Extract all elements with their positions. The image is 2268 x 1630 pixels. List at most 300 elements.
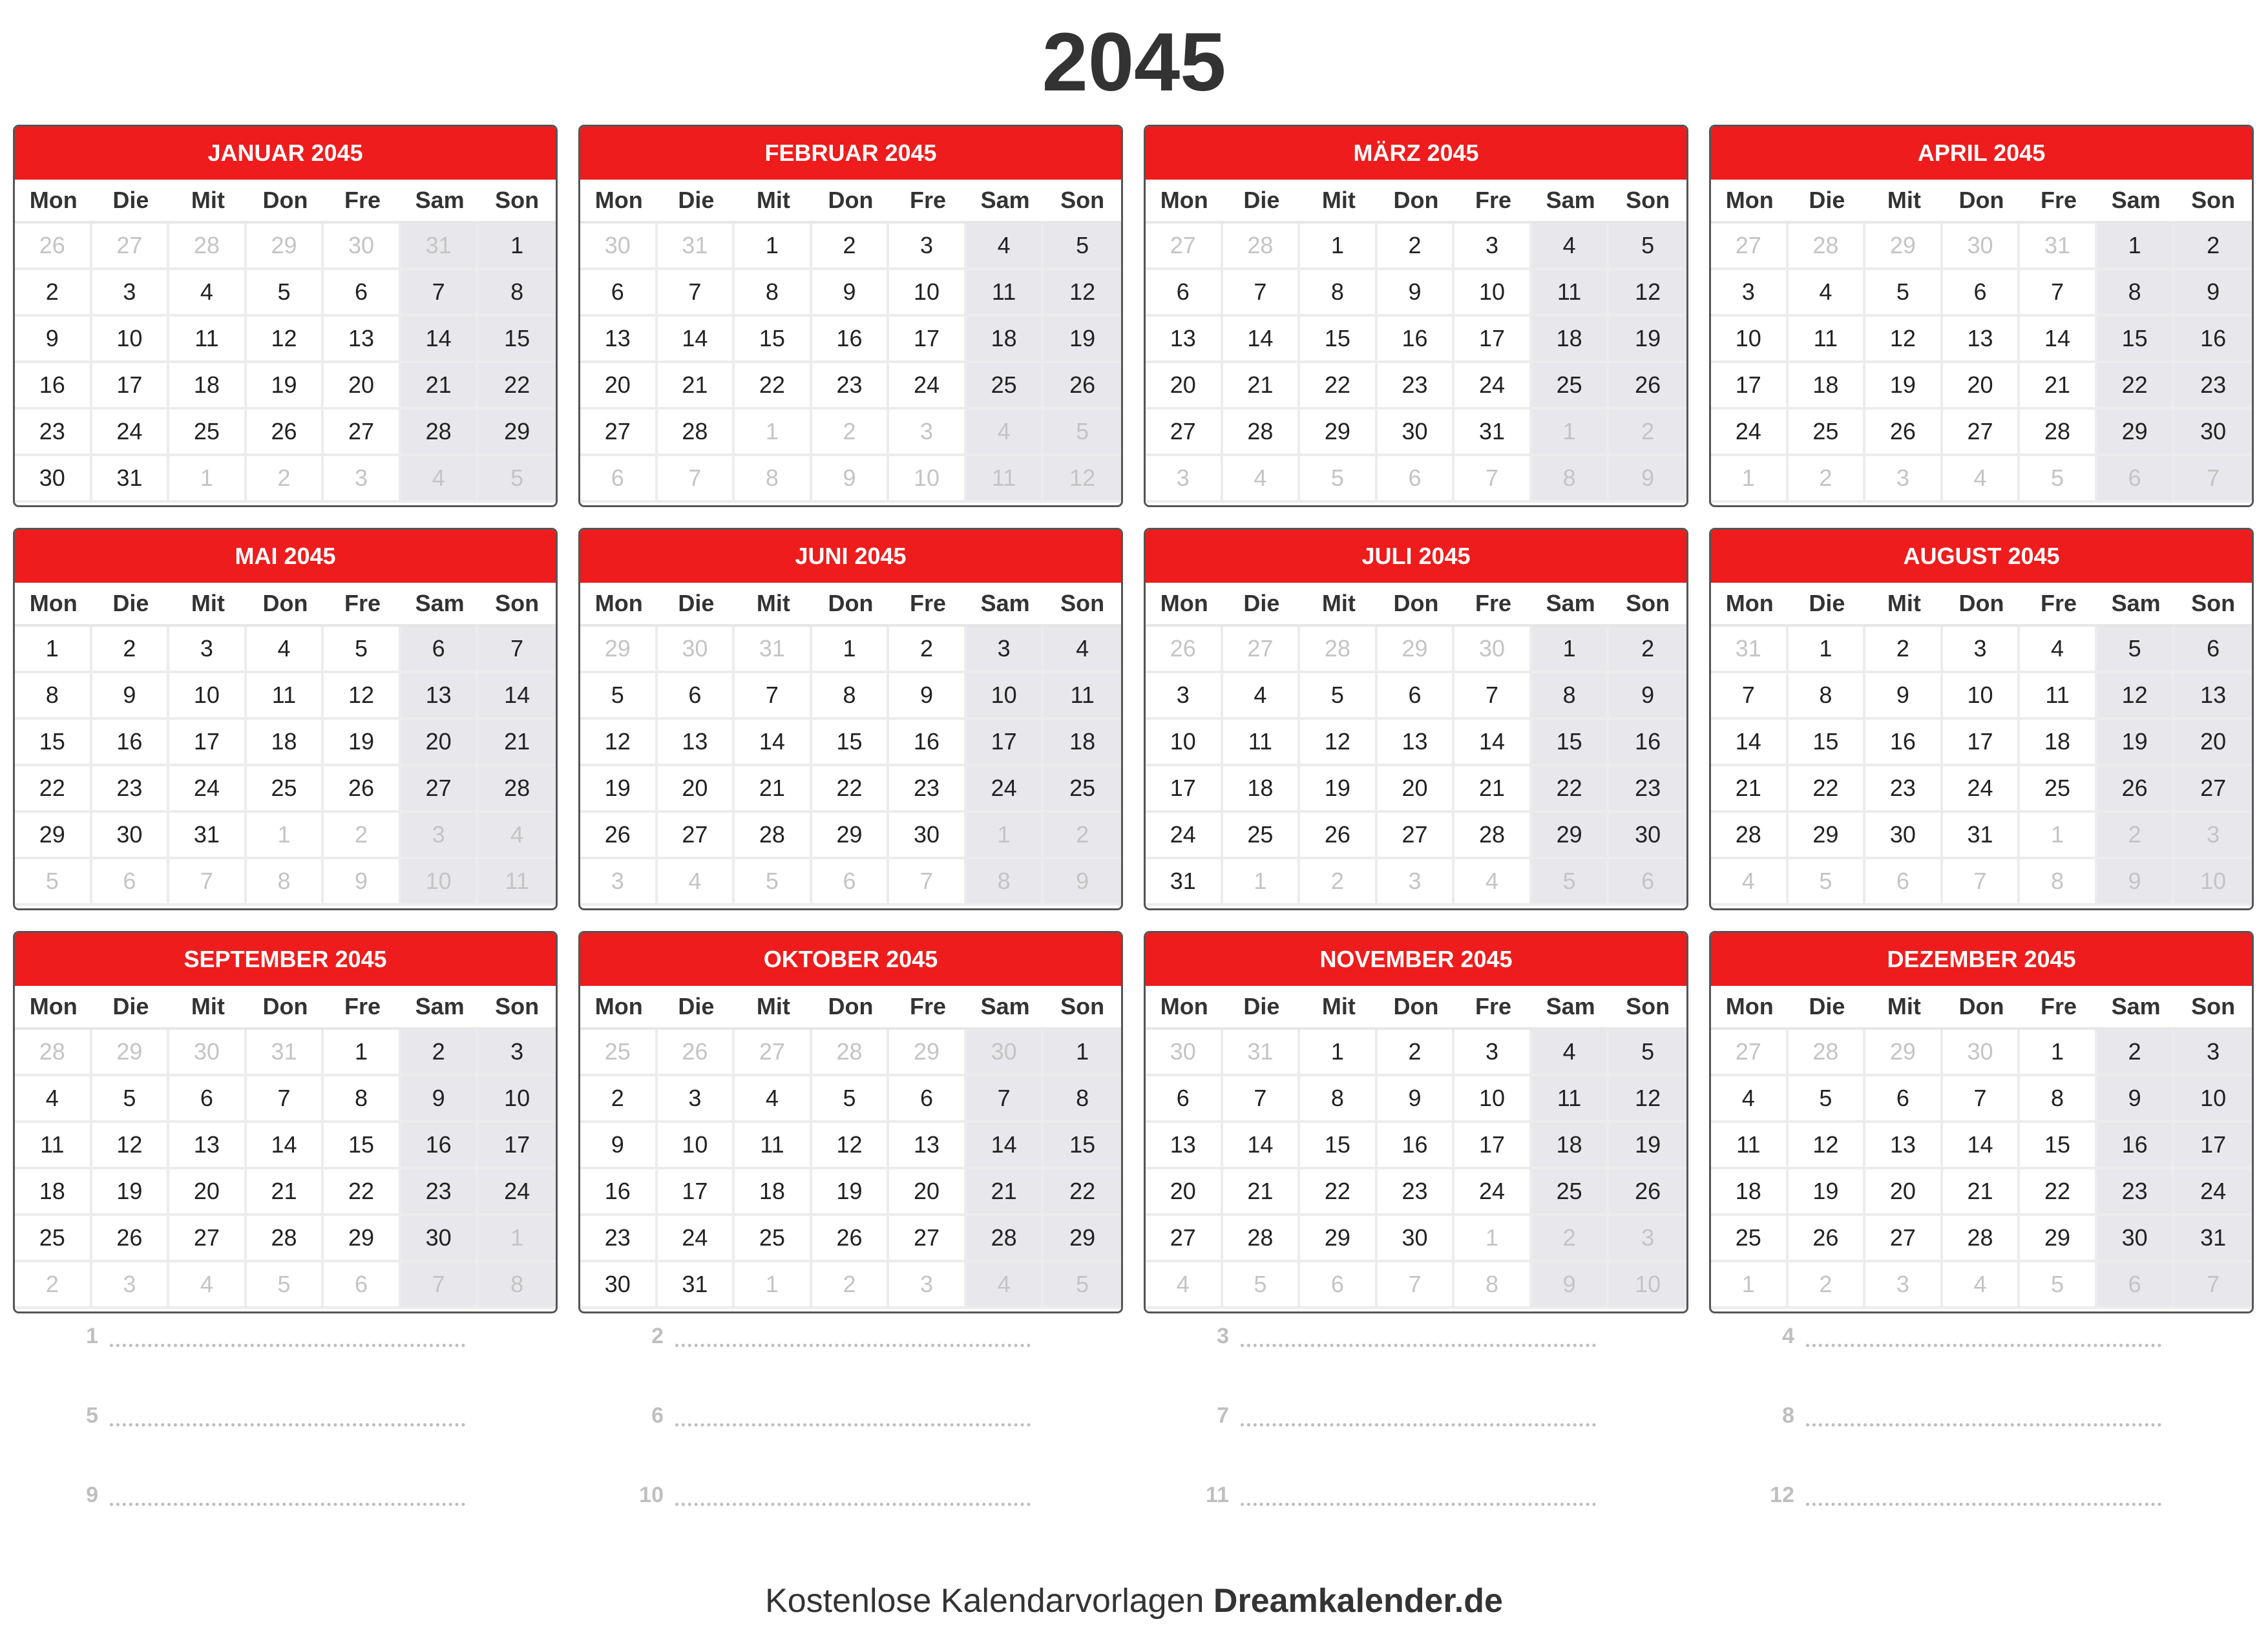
- week-row: [1146, 673, 1686, 720]
- day-cell: 2: [2097, 1030, 2175, 1076]
- day-cell-adjacent-month: 8: [478, 1262, 556, 1309]
- day-cell: 31: [658, 1262, 735, 1309]
- note-dotted-line: [1806, 1324, 2161, 1347]
- day-cell: 3: [169, 627, 247, 673]
- week-row: [580, 1216, 1121, 1262]
- day-cell: 23: [812, 363, 890, 410]
- day-cell-adjacent-month: 1: [2020, 813, 2097, 859]
- day-cell-adjacent-month: 4: [401, 456, 479, 503]
- week-row: [15, 410, 556, 456]
- day-cell: 18: [1711, 1169, 1789, 1216]
- day-cell-adjacent-month: 1: [1711, 456, 1789, 503]
- day-cell: 6: [324, 270, 401, 317]
- day-cell: 2: [1865, 627, 1943, 673]
- day-cell: 15: [1532, 720, 1610, 766]
- weekday-label: Die: [112, 590, 149, 616]
- day-cell: 26: [1865, 410, 1943, 456]
- day-cell: 28: [658, 410, 735, 456]
- weekday-label: Son: [1060, 590, 1105, 616]
- day-cell-adjacent-month: 9: [812, 456, 890, 503]
- day-cell-adjacent-month: 29: [1865, 224, 1943, 270]
- day-cell-adjacent-month: 9: [1044, 859, 1121, 906]
- day-cell: 13: [658, 720, 735, 766]
- day-cell: 7: [2020, 270, 2097, 317]
- day-cell: 30: [2174, 410, 2252, 456]
- day-cell: 25: [169, 410, 247, 456]
- week-row: [580, 317, 1121, 363]
- weekday-header-row: [15, 986, 556, 1030]
- day-cell: 30: [2097, 1216, 2175, 1262]
- day-cell-adjacent-month: 4: [478, 813, 556, 859]
- day-cell-adjacent-month: 25: [580, 1030, 658, 1076]
- day-cell: 13: [889, 1123, 967, 1169]
- day-cell: 29: [324, 1216, 401, 1262]
- day-cell: 8: [1532, 673, 1610, 720]
- note-dotted-line: [675, 1483, 1031, 1506]
- week-row: [15, 1169, 556, 1216]
- week-row: [580, 410, 1121, 456]
- note-line: [13, 1404, 558, 1483]
- day-cell: 24: [967, 766, 1044, 813]
- weekday-label: Mon: [594, 590, 643, 616]
- day-cell: 8: [1044, 1076, 1121, 1123]
- week-row: [1146, 1076, 1686, 1123]
- day-cell: 24: [478, 1169, 556, 1216]
- weekday-label: Son: [495, 590, 540, 616]
- day-cell: 29: [1532, 813, 1610, 859]
- day-cell: 13: [2174, 673, 2252, 720]
- day-cell: 4: [2020, 627, 2097, 673]
- day-cell: 26: [1609, 363, 1686, 410]
- note-line: [13, 1483, 558, 1563]
- day-cell-adjacent-month: 5: [2020, 456, 2097, 503]
- month-card: [13, 125, 558, 507]
- day-cell: 20: [2174, 720, 2252, 766]
- day-cell: 13: [1943, 317, 2021, 363]
- day-cell: 10: [2174, 1076, 2252, 1123]
- day-cell: 20: [1865, 1169, 1943, 1216]
- day-cell: 14: [401, 317, 479, 363]
- day-cell: 1: [735, 224, 812, 270]
- day-cell: 27: [324, 410, 401, 456]
- week-row: [1711, 1076, 2252, 1123]
- day-cell: 11: [1532, 270, 1610, 317]
- weekday-label: Fre: [1475, 993, 1512, 1019]
- day-cell: 8: [812, 673, 890, 720]
- day-cell: 1: [324, 1030, 401, 1076]
- day-cell: 24: [889, 363, 967, 410]
- note-number: 9: [86, 1483, 98, 1507]
- day-cell: 10: [1943, 673, 2021, 720]
- weekday-label: Fre: [1475, 187, 1512, 213]
- day-cell: 24: [1146, 813, 1223, 859]
- day-cell: 10: [1454, 1076, 1532, 1123]
- day-cell-adjacent-month: 2: [1609, 410, 1686, 456]
- day-cell: 27: [401, 766, 479, 813]
- day-cell-adjacent-month: 28: [1300, 627, 1378, 673]
- week-row: [1146, 317, 1686, 363]
- month-card: [1709, 125, 2254, 507]
- week-row: [1711, 1030, 2252, 1076]
- day-cell: 3: [92, 270, 170, 317]
- day-cell: 4: [1532, 1030, 1610, 1076]
- day-cell: 9: [92, 673, 170, 720]
- day-cell: 13: [1378, 720, 1455, 766]
- day-cell-adjacent-month: 7: [1378, 1262, 1455, 1309]
- day-cell: 19: [1609, 317, 1686, 363]
- day-cell: 1: [15, 627, 92, 673]
- day-cell: 28: [1223, 410, 1301, 456]
- day-cell: 21: [247, 1169, 324, 1216]
- day-cell-adjacent-month: 29: [247, 224, 324, 270]
- weekday-label: Don: [262, 993, 308, 1019]
- footer-text: Kostenlose Kalendarvorlagen: [765, 1582, 1213, 1620]
- day-cell-adjacent-month: 27: [1223, 627, 1301, 673]
- weekday-header-row: [1146, 986, 1686, 1030]
- day-cell: 22: [1044, 1169, 1121, 1216]
- week-row: [580, 270, 1121, 317]
- week-row: [1711, 1262, 2252, 1309]
- day-cell: 16: [1378, 1123, 1455, 1169]
- day-cell-adjacent-month: 6: [1865, 859, 1943, 906]
- day-cell: 6: [1943, 270, 2021, 317]
- day-cell: 12: [92, 1123, 170, 1169]
- day-cell: 3: [889, 224, 967, 270]
- day-cell-adjacent-month: 5: [735, 859, 812, 906]
- day-cell-adjacent-month: 4: [1943, 456, 2021, 503]
- day-cell: 18: [1044, 720, 1121, 766]
- day-cell: 7: [1454, 673, 1532, 720]
- day-cell: 26: [2097, 766, 2175, 813]
- week-row: [580, 363, 1121, 410]
- day-cell-adjacent-month: 7: [169, 859, 247, 906]
- month-card: [13, 931, 558, 1313]
- weekday-label: Son: [2191, 187, 2236, 213]
- month-card: [1144, 528, 1688, 910]
- day-cell: 2: [15, 270, 92, 317]
- week-row: [1711, 363, 2252, 410]
- day-cell: 9: [580, 1123, 658, 1169]
- day-cell: 13: [169, 1123, 247, 1169]
- day-cell-adjacent-month: 5: [1789, 859, 1866, 906]
- week-row: [1146, 627, 1686, 673]
- day-cell: 25: [967, 363, 1044, 410]
- day-cell: 25: [735, 1216, 812, 1262]
- weekday-label: Die: [678, 993, 715, 1019]
- day-cell-adjacent-month: 2: [1789, 1262, 1866, 1309]
- day-cell: 2: [1378, 1030, 1455, 1076]
- day-cell: 20: [1943, 363, 2021, 410]
- day-cell: 10: [1454, 270, 1532, 317]
- weekday-label: Mit: [1887, 187, 1921, 213]
- day-cell: 14: [658, 317, 735, 363]
- day-cell: 25: [1711, 1216, 1789, 1262]
- day-cell: 17: [1454, 317, 1532, 363]
- week-row: [15, 270, 556, 317]
- month-card: [13, 528, 558, 910]
- day-cell: 22: [1789, 766, 1866, 813]
- day-cell: 22: [735, 363, 812, 410]
- weekday-label: Sam: [415, 187, 465, 213]
- day-cell: 27: [2174, 766, 2252, 813]
- day-cell: 23: [1609, 766, 1686, 813]
- day-cell: 19: [1044, 317, 1121, 363]
- weekday-header-row: [1711, 583, 2252, 627]
- day-cell: 8: [735, 270, 812, 317]
- day-cell: 28: [1454, 813, 1532, 859]
- day-cell-adjacent-month: 3: [92, 1262, 170, 1309]
- day-cell: 5: [324, 627, 401, 673]
- day-cell-adjacent-month: 7: [1943, 859, 2021, 906]
- day-cell: 17: [658, 1169, 735, 1216]
- weekday-label: Mon: [1160, 993, 1208, 1019]
- week-row: [580, 224, 1121, 270]
- weekday-label: Don: [1393, 993, 1439, 1019]
- weekday-label: Sam: [980, 187, 1030, 213]
- day-cell: 28: [247, 1216, 324, 1262]
- weekday-label: Fre: [1475, 590, 1512, 616]
- weekday-label: Son: [1626, 993, 1670, 1019]
- day-cell-adjacent-month: 3: [2174, 813, 2252, 859]
- day-cell-adjacent-month: 6: [812, 859, 890, 906]
- weekday-label: Son: [1626, 590, 1670, 616]
- day-cell: 22: [1532, 766, 1610, 813]
- day-cell-adjacent-month: 30: [658, 627, 735, 673]
- day-cell: 30: [1378, 410, 1455, 456]
- day-cell: 5: [1044, 224, 1121, 270]
- day-cell: 16: [1865, 720, 1943, 766]
- day-cell-adjacent-month: 8: [247, 859, 324, 906]
- week-row: [15, 766, 556, 813]
- day-cell: 7: [735, 673, 812, 720]
- day-cell: 27: [889, 1216, 967, 1262]
- weekday-label: Sam: [2111, 187, 2161, 213]
- weekday-label: Sam: [1546, 187, 1595, 213]
- day-cell: 17: [1454, 1123, 1532, 1169]
- day-cell: 27: [1378, 813, 1455, 859]
- note-line: [578, 1324, 1123, 1404]
- day-cell: 1: [2020, 1030, 2097, 1076]
- day-cell: 5: [1609, 224, 1686, 270]
- day-cell: 27: [1146, 410, 1223, 456]
- day-cell: 29: [1044, 1216, 1121, 1262]
- day-cell-adjacent-month: 27: [735, 1030, 812, 1076]
- day-cell: 13: [324, 317, 401, 363]
- day-cell: 23: [1378, 363, 1455, 410]
- day-cell-adjacent-month: 5: [1532, 859, 1610, 906]
- weekday-label: Sam: [415, 993, 465, 1019]
- day-cell-adjacent-month: 5: [247, 1262, 324, 1309]
- week-row: [1146, 1123, 1686, 1169]
- day-cell-adjacent-month: 1: [735, 410, 812, 456]
- day-cell: 20: [169, 1169, 247, 1216]
- month-header: SEPTEMBER 2045: [15, 933, 556, 986]
- day-cell: 12: [247, 317, 324, 363]
- note-dotted-line: [675, 1404, 1031, 1426]
- weekday-label: Sam: [1546, 590, 1595, 616]
- day-cell: 12: [1789, 1123, 1866, 1169]
- day-cell-adjacent-month: 4: [1454, 859, 1532, 906]
- day-cell: 30: [1865, 813, 1943, 859]
- weekday-label: Die: [1809, 187, 1845, 213]
- day-cell: 6: [889, 1076, 967, 1123]
- month-header: JUNI 2045: [580, 530, 1121, 583]
- month-header: JANUAR 2045: [15, 127, 556, 180]
- day-cell-adjacent-month: 3: [1378, 859, 1455, 906]
- day-cell: 14: [735, 720, 812, 766]
- day-cell: 18: [169, 363, 247, 410]
- month-header: APRIL 2045: [1711, 127, 2252, 180]
- day-cell: 29: [478, 410, 556, 456]
- day-cell: 16: [812, 317, 890, 363]
- day-cell: 27: [1943, 410, 2021, 456]
- day-cell-adjacent-month: 2: [247, 456, 324, 503]
- day-cell: 24: [1454, 363, 1532, 410]
- day-cell-adjacent-month: 2: [1044, 813, 1121, 859]
- note-line: [1709, 1404, 2254, 1483]
- month-header: MÄRZ 2045: [1146, 127, 1686, 180]
- day-cell: 22: [324, 1169, 401, 1216]
- day-cell: 5: [92, 1076, 170, 1123]
- day-cell: 21: [735, 766, 812, 813]
- weekday-label: Mon: [1160, 187, 1208, 213]
- day-cell: 5: [1865, 270, 1943, 317]
- day-cell: 28: [1223, 1216, 1301, 1262]
- day-cell: 16: [2174, 317, 2252, 363]
- weekday-label: Fre: [344, 187, 381, 213]
- day-cell: 20: [1146, 363, 1223, 410]
- day-cell: 1: [1300, 224, 1378, 270]
- weekday-label: Mit: [191, 590, 225, 616]
- weekday-label: Don: [1958, 590, 2004, 616]
- week-row: [1711, 673, 2252, 720]
- week-row: [15, 1262, 556, 1309]
- day-cell: 11: [247, 673, 324, 720]
- day-cell-adjacent-month: 30: [169, 1030, 247, 1076]
- note-dotted-line: [1806, 1483, 2161, 1506]
- day-cell: 10: [478, 1076, 556, 1123]
- day-cell: 7: [1223, 270, 1301, 317]
- day-cell: 8: [1300, 270, 1378, 317]
- note-number: 4: [1782, 1324, 1794, 1348]
- week-row: [15, 720, 556, 766]
- week-row: [580, 627, 1121, 673]
- week-row: [580, 673, 1121, 720]
- week-row: [15, 224, 556, 270]
- day-cell: 29: [2097, 410, 2175, 456]
- weekday-label: Die: [678, 187, 715, 213]
- day-cell-adjacent-month: 4: [658, 859, 735, 906]
- day-cell: 10: [1146, 720, 1223, 766]
- day-cell: 31: [1454, 410, 1532, 456]
- weekday-label: Mon: [594, 187, 643, 213]
- day-cell-adjacent-month: 27: [1146, 224, 1223, 270]
- day-cell: 17: [92, 363, 170, 410]
- day-cell: 7: [1943, 1076, 2021, 1123]
- day-cell: 16: [15, 363, 92, 410]
- day-cell-adjacent-month: 7: [658, 456, 735, 503]
- weekday-label: Sam: [980, 993, 1030, 1019]
- day-cell: 22: [1300, 1169, 1378, 1216]
- month-card: [578, 528, 1123, 910]
- day-cell: 3: [658, 1076, 735, 1123]
- day-cell: 21: [1223, 363, 1301, 410]
- day-cell: 8: [478, 270, 556, 317]
- day-cell: 9: [1865, 673, 1943, 720]
- week-row: [1711, 1216, 2252, 1262]
- day-cell: 1: [478, 224, 556, 270]
- week-row: [1711, 1169, 2252, 1216]
- weekday-label: Son: [495, 187, 540, 213]
- day-cell: 20: [324, 363, 401, 410]
- day-cell: 23: [889, 766, 967, 813]
- note-number: 1: [86, 1324, 98, 1348]
- day-cell-adjacent-month: 7: [401, 1262, 479, 1309]
- day-cell: 5: [580, 673, 658, 720]
- day-cell: 22: [15, 766, 92, 813]
- day-cell: 10: [967, 673, 1044, 720]
- weekday-label: Die: [1809, 993, 1845, 1019]
- note-number: 11: [1206, 1483, 1229, 1507]
- day-cell: 6: [580, 270, 658, 317]
- day-cell: 24: [1454, 1169, 1532, 1216]
- day-cell: 3: [2174, 1030, 2252, 1076]
- day-cell: 15: [478, 317, 556, 363]
- day-cell: 7: [1223, 1076, 1301, 1123]
- day-cell: 12: [580, 720, 658, 766]
- day-cell-adjacent-month: 29: [1378, 627, 1455, 673]
- month-card: [1709, 931, 2254, 1313]
- day-cell: 9: [1378, 270, 1455, 317]
- day-cell: 19: [1300, 766, 1378, 813]
- day-cell: 15: [1044, 1123, 1121, 1169]
- day-cell-adjacent-month: 27: [1711, 224, 1789, 270]
- day-cell: 22: [812, 766, 890, 813]
- day-cell-adjacent-month: 4: [1146, 1262, 1223, 1309]
- note-dotted-line: [110, 1404, 465, 1426]
- day-cell-adjacent-month: 1: [967, 813, 1044, 859]
- weekday-label: Don: [262, 187, 308, 213]
- day-cell: 13: [401, 673, 479, 720]
- note-number: 7: [1217, 1403, 1229, 1428]
- day-cell-adjacent-month: 3: [889, 410, 967, 456]
- day-cell-adjacent-month: 7: [1454, 456, 1532, 503]
- notes-section: [13, 1324, 2255, 1563]
- day-cell: 30: [92, 813, 170, 859]
- weekday-label: Don: [262, 590, 308, 616]
- day-cell: 17: [2174, 1123, 2252, 1169]
- note-line: [1144, 1324, 1688, 1404]
- day-cell: 28: [967, 1216, 1044, 1262]
- day-cell-adjacent-month: 3: [324, 456, 401, 503]
- day-cell: 9: [812, 270, 890, 317]
- day-cell-adjacent-month: 30: [967, 1030, 1044, 1076]
- day-cell-adjacent-month: 29: [580, 627, 658, 673]
- day-cell: 5: [1789, 1076, 1866, 1123]
- day-cell-adjacent-month: 1: [1223, 859, 1301, 906]
- weekday-label: Mit: [1321, 590, 1356, 616]
- weekday-header-row: [1711, 986, 2252, 1030]
- week-row: [1711, 456, 2252, 503]
- day-cell: 3: [967, 627, 1044, 673]
- day-cell: 21: [2020, 363, 2097, 410]
- week-row: [1711, 720, 2252, 766]
- day-cell: 21: [401, 363, 479, 410]
- day-cell: 21: [1454, 766, 1532, 813]
- week-row: [580, 1123, 1121, 1169]
- day-cell: 30: [15, 456, 92, 503]
- day-cell-adjacent-month: 28: [1789, 224, 1866, 270]
